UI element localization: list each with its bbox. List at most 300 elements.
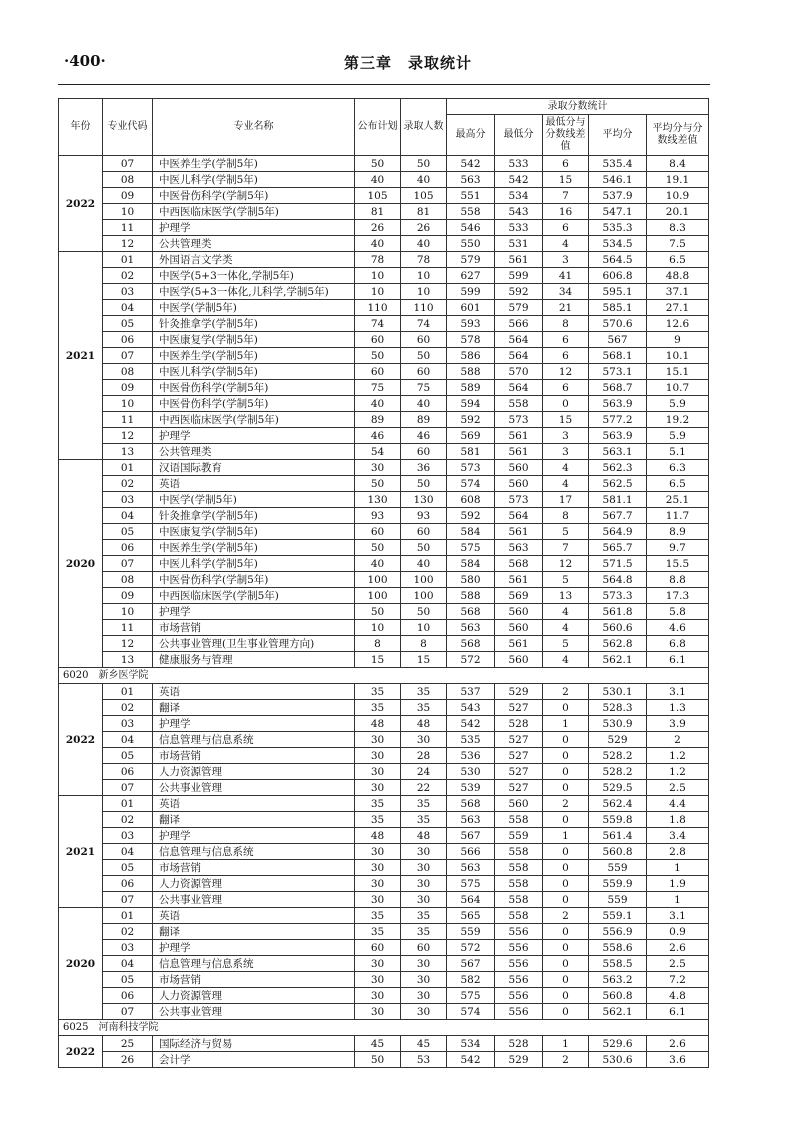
cell-avg-diff: 48.8 (647, 268, 709, 284)
cell-min: 560 (495, 620, 543, 636)
cell-avg: 563.2 (589, 972, 647, 988)
cell-min-diff: 6 (543, 380, 589, 396)
cell-min: 528 (495, 1036, 543, 1052)
cell-name: 市场营销 (153, 620, 355, 636)
cell-avg-diff: 8.3 (647, 220, 709, 236)
cell-name: 国际经济与贸易 (153, 1036, 355, 1052)
cell-name: 英语 (153, 684, 355, 700)
cell-min: 592 (495, 284, 543, 300)
cell-code: 03 (103, 940, 153, 956)
cell-avg-diff: 5.9 (647, 396, 709, 412)
col-name: 专业名称 (153, 99, 355, 156)
cell-avg-diff: 5.9 (647, 428, 709, 444)
table-row (59, 876, 709, 892)
cell-plan: 48 (355, 828, 401, 844)
cell-min: 556 (495, 988, 543, 1004)
table-row (59, 924, 709, 940)
table-row (59, 812, 709, 828)
cell-avg: 562.5 (589, 476, 647, 492)
col-plan: 公布计划 (355, 99, 401, 156)
cell-name: 人力资源管理 (153, 876, 355, 892)
cell-max: 535 (447, 732, 495, 748)
cell-code: 09 (103, 588, 153, 604)
cell-admitted: 110 (401, 300, 447, 316)
cell-plan: 30 (355, 956, 401, 972)
cell-min: 579 (495, 300, 543, 316)
cell-code: 07 (103, 156, 153, 172)
cell-min-diff: 4 (543, 460, 589, 476)
cell-avg-diff: 12.6 (647, 316, 709, 332)
cell-plan: 8 (355, 636, 401, 652)
cell-plan: 30 (355, 988, 401, 1004)
cell-year: 2021 (59, 796, 103, 908)
cell-min: 599 (495, 268, 543, 284)
cell-name: 护理学 (153, 940, 355, 956)
table-row (59, 300, 709, 316)
cell-name: 针灸推拿学(学制5年) (153, 316, 355, 332)
cell-admitted: 24 (401, 764, 447, 780)
cell-min: 527 (495, 780, 543, 796)
cell-avg-diff: 6.5 (647, 252, 709, 268)
cell-avg: 563.9 (589, 396, 647, 412)
cell-name: 公共管理类 (153, 444, 355, 460)
cell-max: 578 (447, 332, 495, 348)
cell-avg-diff: 8.8 (647, 572, 709, 588)
cell-plan: 35 (355, 700, 401, 716)
cell-min-diff: 12 (543, 556, 589, 572)
col-avg: 平均分 (589, 115, 647, 156)
cell-min-diff: 21 (543, 300, 589, 316)
cell-name: 护理学 (153, 716, 355, 732)
cell-admitted: 60 (401, 940, 447, 956)
table-row (59, 572, 709, 588)
cell-admitted: 36 (401, 460, 447, 476)
cell-code: 05 (103, 316, 153, 332)
cell-plan: 35 (355, 796, 401, 812)
cell-avg-diff: 0.9 (647, 924, 709, 940)
cell-name: 健康服务与管理 (153, 652, 355, 668)
cell-avg: 564.9 (589, 524, 647, 540)
cell-name: 英语 (153, 476, 355, 492)
cell-max: 563 (447, 620, 495, 636)
cell-admitted: 89 (401, 412, 447, 428)
cell-plan: 30 (355, 876, 401, 892)
cell-name: 针灸推拿学(学制5年) (153, 508, 355, 524)
cell-admitted: 50 (401, 540, 447, 556)
cell-min: 558 (495, 860, 543, 876)
cell-min: 556 (495, 1004, 543, 1020)
cell-avg-diff: 9.7 (647, 540, 709, 556)
cell-avg-diff: 3.9 (647, 716, 709, 732)
cell-name: 市场营销 (153, 748, 355, 764)
cell-plan: 89 (355, 412, 401, 428)
table-row (59, 412, 709, 428)
table-row (59, 380, 709, 396)
cell-max: 568 (447, 604, 495, 620)
cell-min-diff: 8 (543, 316, 589, 332)
table-row (59, 716, 709, 732)
col-avg-diff: 平均分与分数线差值 (647, 115, 709, 156)
table-row (59, 316, 709, 332)
cell-min: 527 (495, 748, 543, 764)
cell-min-diff: 7 (543, 540, 589, 556)
cell-min: 527 (495, 732, 543, 748)
cell-min-diff: 2 (543, 684, 589, 700)
cell-min-diff: 2 (543, 908, 589, 924)
cell-code: 03 (103, 716, 153, 732)
cell-min: 534 (495, 188, 543, 204)
table-row (59, 524, 709, 540)
cell-min: 558 (495, 892, 543, 908)
cell-code: 02 (103, 924, 153, 940)
cell-name: 中医骨伤科学(学制5年) (153, 380, 355, 396)
cell-avg: 546.1 (589, 172, 647, 188)
cell-code: 06 (103, 876, 153, 892)
header-rule (58, 84, 710, 85)
cell-code: 13 (103, 444, 153, 460)
cell-admitted: 50 (401, 348, 447, 364)
cell-name: 会计学 (153, 1052, 355, 1068)
cell-min: 560 (495, 476, 543, 492)
cell-name: 中医康复学(学制5年) (153, 524, 355, 540)
cell-avg: 570.6 (589, 316, 647, 332)
cell-name: 公共管理类 (153, 236, 355, 252)
cell-avg: 529 (589, 732, 647, 748)
cell-max: 563 (447, 860, 495, 876)
cell-max: 592 (447, 508, 495, 524)
cell-avg-diff: 11.7 (647, 508, 709, 524)
cell-plan: 30 (355, 764, 401, 780)
cell-min-diff: 0 (543, 1004, 589, 1020)
cell-plan: 78 (355, 252, 401, 268)
cell-max: 572 (447, 940, 495, 956)
table-row (59, 764, 709, 780)
table-row (59, 396, 709, 412)
cell-admitted: 74 (401, 316, 447, 332)
cell-min-diff: 1 (543, 716, 589, 732)
cell-max: 575 (447, 988, 495, 1004)
cell-admitted: 60 (401, 524, 447, 540)
cell-max: 584 (447, 524, 495, 540)
cell-avg: 563.1 (589, 444, 647, 460)
cell-plan: 50 (355, 348, 401, 364)
cell-min-diff: 5 (543, 636, 589, 652)
cell-avg-diff: 7.5 (647, 236, 709, 252)
cell-code: 09 (103, 188, 153, 204)
cell-max: 563 (447, 812, 495, 828)
cell-name: 翻译 (153, 924, 355, 940)
cell-name: 中医学(学制5年) (153, 300, 355, 316)
cell-plan: 35 (355, 908, 401, 924)
cell-min-diff: 0 (543, 764, 589, 780)
cell-admitted: 75 (401, 380, 447, 396)
table-row (59, 188, 709, 204)
cell-avg-diff: 15.5 (647, 556, 709, 572)
cell-admitted: 30 (401, 956, 447, 972)
page-number: ·400· (64, 52, 106, 70)
cell-plan: 60 (355, 940, 401, 956)
institution-name: 6020 新乡医学院 (59, 668, 709, 684)
cell-max: 608 (447, 492, 495, 508)
cell-plan: 45 (355, 1036, 401, 1052)
cell-avg-diff: 37.1 (647, 284, 709, 300)
table-row (59, 1052, 709, 1068)
table-row (59, 476, 709, 492)
cell-avg: 561.8 (589, 604, 647, 620)
cell-code: 04 (103, 508, 153, 524)
cell-min: 558 (495, 908, 543, 924)
cell-name: 外国语言文学类 (153, 252, 355, 268)
cell-avg: 560.8 (589, 844, 647, 860)
cell-min-diff: 8 (543, 508, 589, 524)
cell-admitted: 60 (401, 444, 447, 460)
institution-name: 6025 河南科技学院 (59, 1020, 709, 1036)
cell-avg-diff: 5.1 (647, 444, 709, 460)
table-row (59, 940, 709, 956)
cell-avg-diff: 10.7 (647, 380, 709, 396)
cell-max: 568 (447, 796, 495, 812)
col-min-diff: 最低分与分数线差值 (543, 115, 589, 156)
cell-avg-diff: 4.8 (647, 988, 709, 1004)
cell-max: 567 (447, 956, 495, 972)
cell-min-diff: 13 (543, 588, 589, 604)
cell-admitted: 40 (401, 556, 447, 572)
cell-avg: 534.5 (589, 236, 647, 252)
cell-max: 539 (447, 780, 495, 796)
cell-max: 542 (447, 716, 495, 732)
cell-name: 市场营销 (153, 972, 355, 988)
table-row (59, 172, 709, 188)
cell-min-diff: 0 (543, 988, 589, 1004)
institution-row (59, 1020, 709, 1036)
cell-name: 公共事业管理 (153, 780, 355, 796)
cell-plan: 40 (355, 556, 401, 572)
cell-plan: 50 (355, 604, 401, 620)
table-row (59, 780, 709, 796)
cell-plan: 75 (355, 380, 401, 396)
cell-min: 559 (495, 828, 543, 844)
cell-code: 04 (103, 732, 153, 748)
cell-code: 08 (103, 172, 153, 188)
cell-max: 582 (447, 972, 495, 988)
cell-min: 561 (495, 428, 543, 444)
cell-avg: 581.1 (589, 492, 647, 508)
cell-avg-diff: 2.5 (647, 780, 709, 796)
cell-year: 2022 (59, 156, 103, 252)
cell-admitted: 60 (401, 332, 447, 348)
cell-plan: 35 (355, 684, 401, 700)
cell-avg-diff: 8.9 (647, 524, 709, 540)
cell-plan: 100 (355, 572, 401, 588)
cell-plan: 30 (355, 844, 401, 860)
cell-avg: 530.9 (589, 716, 647, 732)
cell-min-diff: 3 (543, 252, 589, 268)
cell-plan: 10 (355, 284, 401, 300)
cell-max: 530 (447, 764, 495, 780)
cell-avg-diff: 6.8 (647, 636, 709, 652)
cell-plan: 60 (355, 364, 401, 380)
cell-year: 2020 (59, 460, 103, 668)
cell-admitted: 30 (401, 892, 447, 908)
cell-plan: 30 (355, 460, 401, 476)
cell-year: 2020 (59, 908, 103, 1020)
cell-code: 10 (103, 604, 153, 620)
cell-min-diff: 4 (543, 620, 589, 636)
cell-admitted: 48 (401, 716, 447, 732)
cell-code: 11 (103, 220, 153, 236)
table-row (59, 348, 709, 364)
cell-avg: 573.3 (589, 588, 647, 604)
cell-avg-diff: 19.1 (647, 172, 709, 188)
table-row (59, 252, 709, 268)
table-row (59, 828, 709, 844)
cell-min-diff: 7 (543, 188, 589, 204)
cell-plan: 60 (355, 524, 401, 540)
cell-min: 568 (495, 556, 543, 572)
cell-avg: 585.1 (589, 300, 647, 316)
cell-name: 公共事业管理 (153, 892, 355, 908)
table-row (59, 972, 709, 988)
cell-avg-diff: 6.1 (647, 1004, 709, 1020)
cell-min: 569 (495, 588, 543, 604)
cell-avg-diff: 2 (647, 732, 709, 748)
cell-avg: 562.8 (589, 636, 647, 652)
cell-avg: 568.7 (589, 380, 647, 396)
cell-min: 529 (495, 684, 543, 700)
cell-max: 559 (447, 924, 495, 940)
cell-avg-diff: 3.6 (647, 1052, 709, 1068)
cell-avg: 528.2 (589, 748, 647, 764)
cell-admitted: 8 (401, 636, 447, 652)
cell-min-diff: 0 (543, 972, 589, 988)
cell-min-diff: 0 (543, 732, 589, 748)
cell-avg-diff: 3.1 (647, 908, 709, 924)
cell-max: 534 (447, 1036, 495, 1052)
cell-max: 601 (447, 300, 495, 316)
cell-avg-diff: 4.4 (647, 796, 709, 812)
table-row (59, 988, 709, 1004)
cell-max: 586 (447, 348, 495, 364)
chapter-title: 第三章 录取统计 (343, 54, 472, 72)
cell-plan: 35 (355, 812, 401, 828)
cell-name: 中医养生学(学制5年) (153, 348, 355, 364)
cell-max: 593 (447, 316, 495, 332)
cell-admitted: 28 (401, 748, 447, 764)
cell-avg-diff: 1 (647, 860, 709, 876)
table-row (59, 332, 709, 348)
cell-min-diff: 12 (543, 364, 589, 380)
cell-min: 564 (495, 332, 543, 348)
cell-name: 汉语国际教育 (153, 460, 355, 476)
cell-avg-diff: 15.1 (647, 364, 709, 380)
cell-admitted: 50 (401, 476, 447, 492)
cell-name: 翻译 (153, 812, 355, 828)
cell-admitted: 50 (401, 156, 447, 172)
cell-avg-diff: 1.2 (647, 764, 709, 780)
table-row (59, 364, 709, 380)
cell-avg: 567.7 (589, 508, 647, 524)
cell-avg: 529.5 (589, 780, 647, 796)
table-body (59, 156, 709, 1068)
cell-admitted: 15 (401, 652, 447, 668)
cell-code: 01 (103, 684, 153, 700)
cell-min-diff: 3 (543, 444, 589, 460)
cell-code: 02 (103, 700, 153, 716)
cell-min-diff: 6 (543, 348, 589, 364)
cell-avg: 537.9 (589, 188, 647, 204)
cell-min-diff: 15 (543, 412, 589, 428)
cell-min: 560 (495, 604, 543, 620)
table-row (59, 284, 709, 300)
cell-code: 12 (103, 636, 153, 652)
cell-max: 572 (447, 652, 495, 668)
cell-plan: 100 (355, 588, 401, 604)
cell-max: 574 (447, 476, 495, 492)
cell-name: 信息管理与信息系统 (153, 956, 355, 972)
cell-max: 594 (447, 396, 495, 412)
cell-plan: 93 (355, 508, 401, 524)
cell-min-diff: 17 (543, 492, 589, 508)
cell-plan: 26 (355, 220, 401, 236)
cell-avg: 560.6 (589, 620, 647, 636)
table-row (59, 204, 709, 220)
cell-avg-diff: 1.3 (647, 700, 709, 716)
cell-avg: 530.1 (589, 684, 647, 700)
cell-avg-diff: 7.2 (647, 972, 709, 988)
cell-min: 558 (495, 396, 543, 412)
cell-avg-diff: 5.8 (647, 604, 709, 620)
cell-max: 550 (447, 236, 495, 252)
cell-max: 588 (447, 588, 495, 604)
cell-name: 中医学(5+3一体化,儿科学,学制5年) (153, 284, 355, 300)
cell-avg-diff: 8.4 (647, 156, 709, 172)
cell-admitted: 35 (401, 924, 447, 940)
cell-max: 575 (447, 540, 495, 556)
cell-name: 护理学 (153, 604, 355, 620)
col-year: 年份 (59, 99, 103, 156)
cell-code: 03 (103, 828, 153, 844)
cell-avg-diff: 9 (647, 332, 709, 348)
cell-admitted: 45 (401, 1036, 447, 1052)
cell-min-diff: 15 (543, 172, 589, 188)
cell-max: 543 (447, 700, 495, 716)
cell-code: 02 (103, 476, 153, 492)
cell-avg-diff: 6.5 (647, 476, 709, 492)
cell-min-diff: 0 (543, 956, 589, 972)
cell-min-diff: 4 (543, 476, 589, 492)
cell-plan: 35 (355, 924, 401, 940)
cell-name: 翻译 (153, 700, 355, 716)
institution-row (59, 668, 709, 684)
cell-admitted: 10 (401, 284, 447, 300)
cell-code: 02 (103, 268, 153, 284)
cell-code: 05 (103, 524, 153, 540)
cell-min-diff: 6 (543, 220, 589, 236)
cell-admitted: 30 (401, 732, 447, 748)
cell-avg-diff: 4.6 (647, 620, 709, 636)
cell-max: 563 (447, 172, 495, 188)
cell-year: 2022 (59, 1036, 103, 1068)
cell-avg-diff: 17.3 (647, 588, 709, 604)
cell-min: 561 (495, 572, 543, 588)
cell-code: 05 (103, 972, 153, 988)
cell-year: 2021 (59, 252, 103, 460)
cell-avg: 559.9 (589, 876, 647, 892)
cell-max: 546 (447, 220, 495, 236)
cell-min: 561 (495, 636, 543, 652)
cell-name: 中医康复学(学制5年) (153, 332, 355, 348)
cell-avg-diff: 6.3 (647, 460, 709, 476)
